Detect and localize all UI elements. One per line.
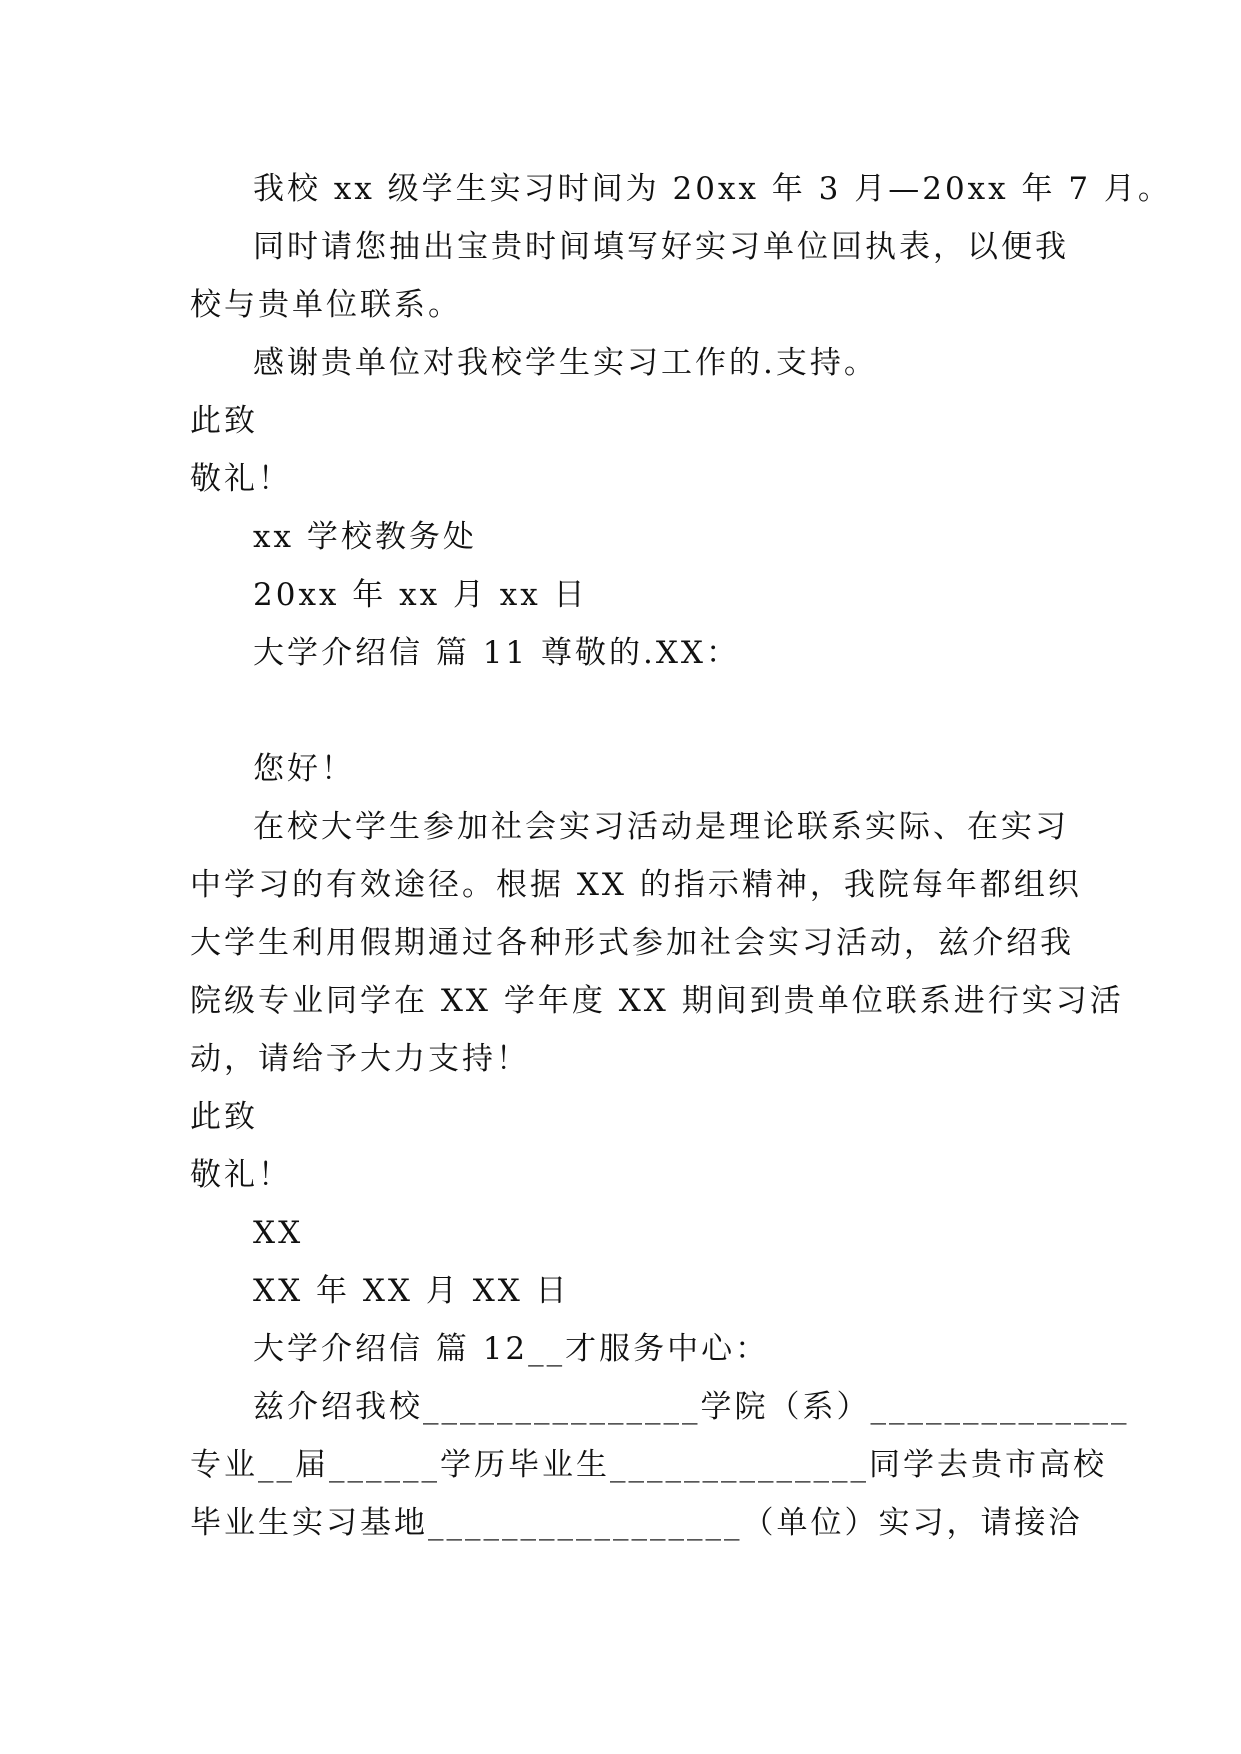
signature-date: XX 年 XX 月 XX 日 bbox=[253, 1273, 570, 1309]
paragraph-line: 感谢贵单位对我校学生实习工作的.支持。 bbox=[253, 345, 878, 381]
paragraph-line: 大学生利用假期通过各种形式参加社会实习活动，兹介绍我 bbox=[190, 925, 1074, 961]
salutation-closing: 此致 bbox=[190, 1099, 258, 1135]
signature-organization: XX bbox=[253, 1215, 304, 1251]
paragraph-line: 专业__届______学历毕业生______________同学去贵市高校 bbox=[190, 1447, 1107, 1483]
letter-heading: 大学介绍信 篇 11 尊敬的.XX： bbox=[253, 635, 740, 671]
paragraph-line: 校与贵单位联系。 bbox=[190, 287, 462, 323]
paragraph-line: 兹介绍我校_______________学院（系）______________ bbox=[253, 1389, 1130, 1425]
blank-line bbox=[190, 682, 1052, 740]
salutation-regards: 敬礼！ bbox=[190, 461, 292, 497]
signature-organization: xx 学校教务处 bbox=[253, 519, 477, 555]
paragraph-line: 在校大学生参加社会实习活动是理论联系实际、在实习 bbox=[253, 809, 1069, 845]
greeting: 您好！ bbox=[253, 751, 355, 787]
signature-date: 20xx 年 xx 月 xx 日 bbox=[253, 577, 588, 613]
letter-heading: 大学介绍信 篇 12__才服务中心： bbox=[253, 1331, 770, 1367]
letter-body bbox=[190, 160, 1172, 1552]
paragraph-line: 院级专业同学在 XX 学年度 XX 期间到贵单位联系进行实习活 bbox=[190, 983, 1124, 1019]
salutation-closing: 此致 bbox=[190, 403, 258, 439]
salutation-regards: 敬礼！ bbox=[190, 1157, 292, 1193]
paragraph-line: 中学习的有效途径。根据 XX 的指示精神，我院每年都组织 bbox=[190, 867, 1082, 903]
paragraph-line: 动，请给予大力支持！ bbox=[190, 1041, 530, 1077]
paragraph-line: 我校 xx 级学生实习时间为 20xx 年 3 月—20xx 年 7 月。 bbox=[253, 171, 1172, 207]
paragraph-line: 毕业生实习基地_________________（单位）实习，请接洽 bbox=[190, 1505, 1083, 1541]
paragraph-line: 同时请您抽出宝贵时间填写好实习单位回执表，以便我 bbox=[253, 229, 1069, 265]
